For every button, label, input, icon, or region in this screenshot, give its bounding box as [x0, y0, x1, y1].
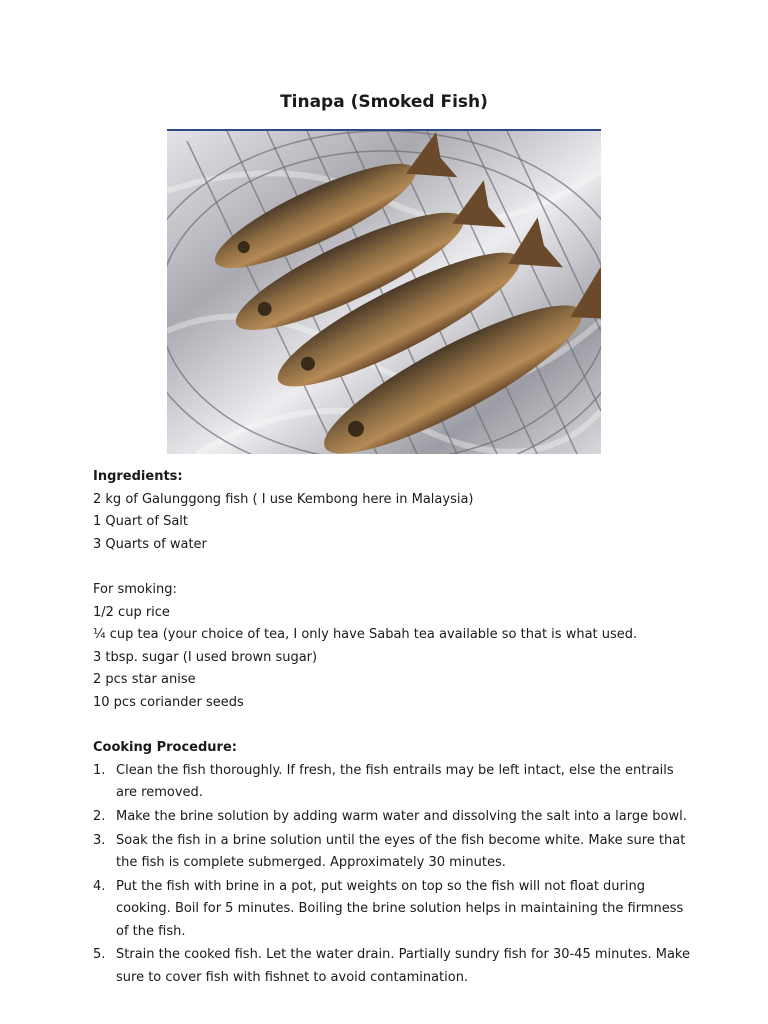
procedure-step — [93, 944, 693, 989]
step-text: Make the brine solution by adding warm water and dissolving the salt into a large bowl. — [116, 808, 687, 824]
smoking-item: 10 pcs coriander seeds — [93, 694, 244, 710]
step-number: 4. — [93, 878, 106, 894]
ingredient-item: 2 kg of Galunggong fish ( I use Kembong here in Malaysia) — [93, 491, 474, 507]
smoking-item: ¼ cup tea (your choice of tea, I only have Sabah tea available so that is what used. — [93, 627, 638, 643]
ingredients-list — [93, 489, 693, 557]
procedure-step — [93, 830, 693, 875]
recipe-content — [93, 466, 693, 991]
smoked-fish-illustration — [167, 131, 601, 454]
procedure-heading: Cooking Procedure: — [93, 740, 237, 756]
procedure-step — [93, 760, 693, 805]
step-text: Put the fish with brine in a pot, put weights on top so the fish will not float during cooking. Boil for 5 minutes. Boiling the brine solution helps in maintaining the firmness of the fish. — [116, 878, 684, 939]
step-text: Strain the cooked fish. Let the water drain. Partially sundry fish for 30-45 minutes. Make sure to cover fish with fishnet to avoid contamination. — [116, 947, 690, 986]
step-text: Soak the fish in a brine solution until the eyes of the fish become white. Make sure that the fish is complete submerged. Approximately 30 minutes. — [116, 832, 686, 871]
step-number: 1. — [93, 762, 106, 778]
smoking-item: 1/2 cup rice — [93, 604, 170, 620]
page-title: Tinapa (Smoked Fish) — [280, 92, 488, 112]
smoking-item: 3 tbsp. sugar (I used brown sugar) — [93, 649, 318, 665]
step-number: 2. — [93, 808, 106, 824]
step-number: 3. — [93, 832, 106, 848]
smoking-item: 2 pcs star anise — [93, 672, 196, 688]
ingredient-item: 1 Quart of Salt — [93, 514, 189, 530]
spacer — [93, 715, 693, 738]
ingredient-item: 3 Quarts of water — [93, 536, 207, 552]
smoking-list — [93, 602, 693, 715]
ingredients-heading: Ingredients: — [93, 469, 183, 484]
procedure-step — [93, 876, 693, 944]
spacer — [93, 556, 693, 579]
procedure-step — [93, 806, 693, 829]
smoked-fish-photo — [167, 129, 601, 454]
step-number: 5. — [93, 947, 106, 963]
smoking-heading: For smoking: — [93, 581, 177, 597]
procedure-list — [93, 760, 693, 990]
step-text: Clean the fish thoroughly. If fresh, the fish entrails may be left intact, else the entrails are removed. — [116, 762, 674, 801]
